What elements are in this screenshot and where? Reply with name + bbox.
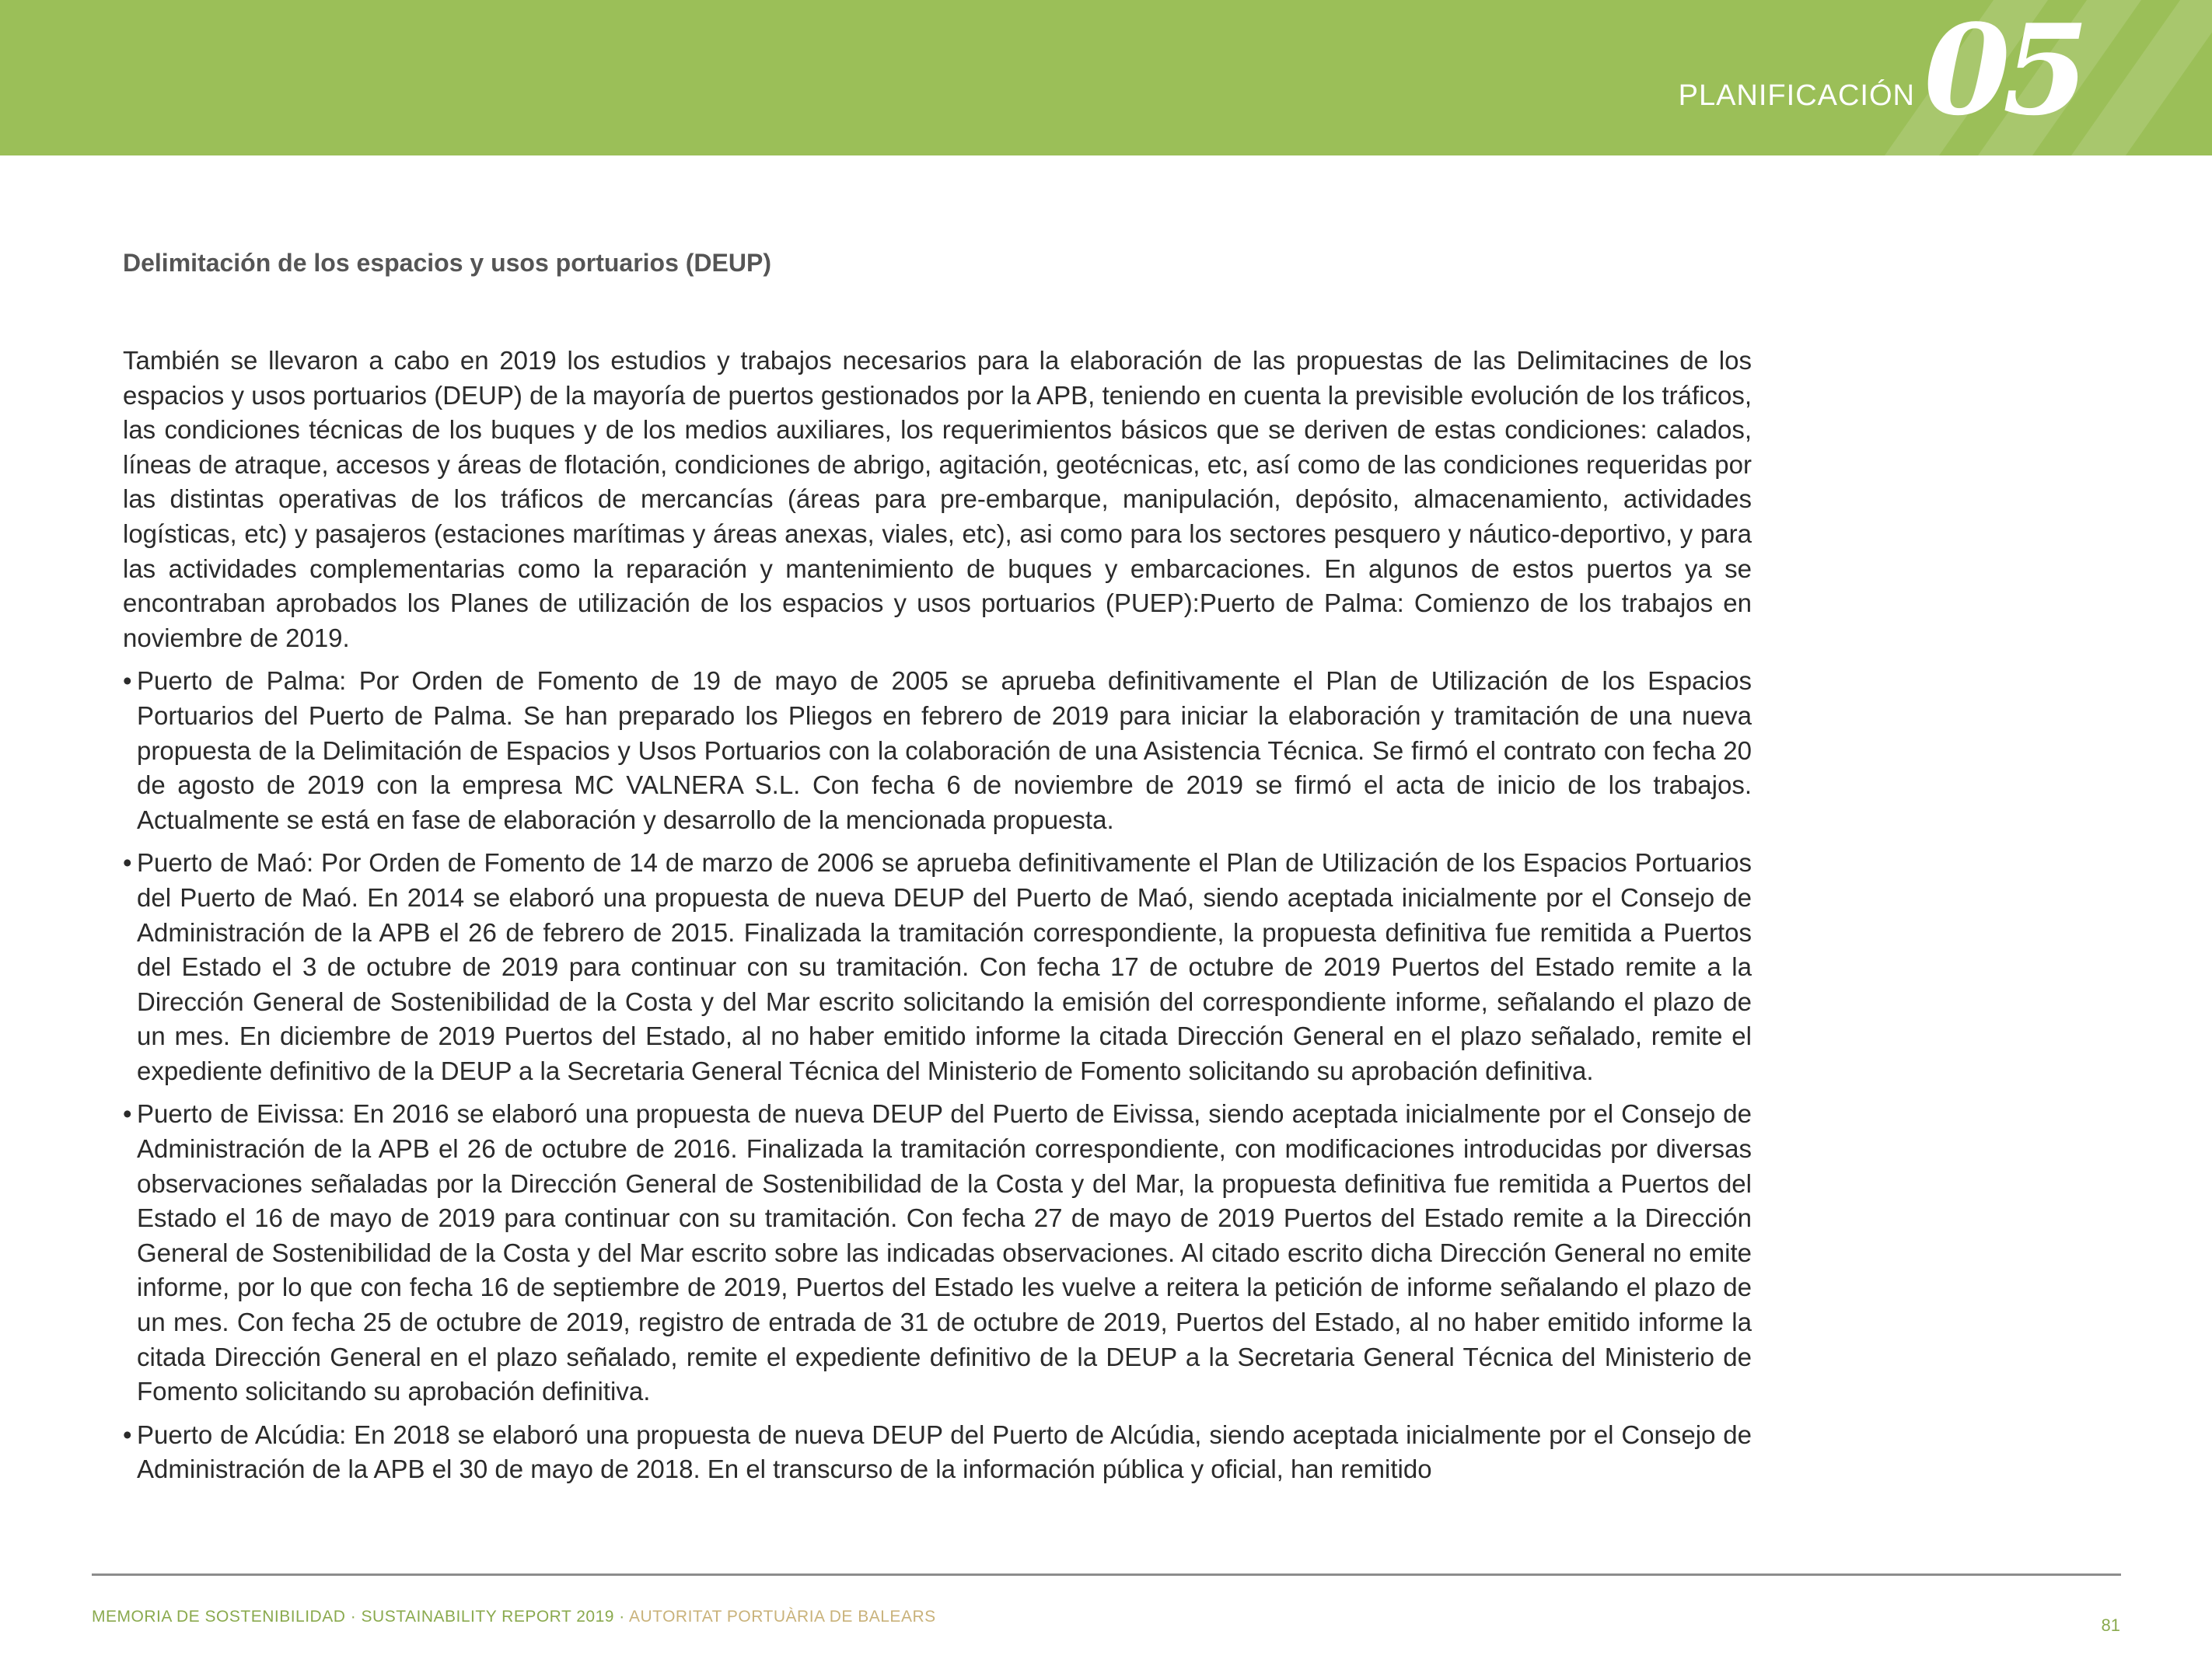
page-header-band bbox=[0, 0, 2212, 155]
bullet-item-palma bbox=[123, 664, 1752, 837]
bullet-mark: • bbox=[123, 848, 132, 878]
footer-organization: AUTORITAT PORTUÀRIA DE BALEARS bbox=[628, 1608, 936, 1626]
bullet-text: Puerto de Palma: Por Orden de Fomento de 19 de mayo de 2005 se aprueba definitivamente el Plan de Utilización de los Espacios Portuarios del Puerto de Palma. Se han preparado los Pliegos en febrero de 2019 para iniciar la elaboración y tramitación de una nueva propuesta de la Delimitación de Espacios y Usos Portuarios con la colaboración de una Asistencia Técnica. Se firmó el contrato con fecha 20 de agosto de 2019 con la empresa MC VALNERA S.L. Con fecha 6 de noviembre de 2019 se firmó el acta de inicio de los trabajos. Actualmente se está en fase de elaboración y desarrollo de la mencionada propuesta. bbox=[137, 666, 1752, 834]
bullet-item-alcudia bbox=[123, 1418, 1752, 1487]
bullet-text: Puerto de Maó: Por Orden de Fomento de 14 de marzo de 2006 se aprueba definitivamente el Plan de Utilización de los Espacios Portuarios del Puerto de Maó. En 2014 se elaboró una propuesta de nueva DEUP del Puerto de Maó, siendo aceptada inicialmente por el Consejo de Administración de la APB el 26 de febrero de 2015. Finalizada la tramitación correspondiente, la propuesta definitiva fue remitida a Puertos del Estado el 3 de octubre de 2019 para continuar con su tramitación. Con fecha 17 de octubre de 2019 Puertos del Estado remite a la Dirección General de Sostenibilidad de la Costa y del Mar escrito solicitando la emisión del correspondiente informe, señalando el plazo de un mes. En diciembre de 2019 Puertos del Estado, al no haber emitido informe la citada Dirección General en el plazo señalado, remite el expediente definitivo de la DEUP a la Secretaria General Técnica del Ministerio de Fomento solicitando su aprobación definitiva. bbox=[137, 848, 1752, 1085]
footer-divider bbox=[92, 1573, 2121, 1576]
bullet-item-eivissa bbox=[123, 1097, 1752, 1409]
intro-paragraph: También se llevaron a cabo en 2019 los estudios y trabajos necesarios para la elaboración de las propuestas de las Delimitacines de los espacios y usos portuarios (DEUP) de la mayoría de puertos gestionados por la APB, teniendo en cuenta la previsible evolución de los tráficos, las condiciones técnicas de los buques y de los medios auxiliares, los requerimientos básicos que se deriven de estas condiciones: calados, líneas de atraque, accesos y áreas de flotación, condiciones de abrigo, agitación, geotécnicas, etc, así como de las condiciones requeridas por las distintas operativas de los tráficos de mercancías (áreas para pre-embarque, manipulación, depósito, almacenamiento, actividades logísticas, etc) y pasajeros (estaciones marítimas y áreas anexas, viales, etc), asi como para los sectores pesquero y náutico-deportivo, y para las actividades complementarias como la reparación y mantenimiento de buques y embarcaciones. En algunos de estos puertos ya se encontraban aprobados los Planes de utilización de los espacios y usos portuarios (PUEP):Puerto de Palma: Comienzo de los trabajos en noviembre de 2019. bbox=[123, 346, 1752, 652]
section-label: PLANIFICACIÓN bbox=[1678, 79, 1915, 112]
bullet-text: Puerto de Eivissa: En 2016 se elaboró una propuesta de nueva DEUP del Puerto de Eivissa, siendo aceptada inicialmente por el Consejo de Administración de la APB el 26 de octubre de 2016. Finalizada la tramitación correspondiente, con modificaciones introducidas por diversas observaciones señaladas por la Dirección General de Sostenibilidad de la Costa y del Mar, la propuesta definitiva fue remitida a Puertos del Estado el 16 de mayo de 2019 para continuar con su tramitación. Con fecha 27 de mayo de 2019 Puertos del Estado remite a la Dirección General de Sostenibilidad de la Costa y del Mar escrito sobre las indicadas observaciones. Al citado escrito dicha Dirección General no emite informe, por lo que con fecha 16 de septiembre de 2019, Puertos del Estado les vuelve a reitera la petición de informe señalando el plazo de un mes. Con fecha 25 de octubre de 2019, registro de entrada de 31 de octubre de 2019, Puertos del Estado, al no haber emitido informe la citada Dirección General en el plazo señalado, remite el expediente definitivo de la DEUP a la Secretaria General Técnica del Ministerio de Fomento solicitando su aprobación definitiva. bbox=[137, 1099, 1752, 1406]
bullet-mark: • bbox=[123, 1099, 132, 1129]
section-heading: Delimitación de los espacios y usos portuarios (DEUP) bbox=[123, 249, 771, 277]
footer-report-name: MEMORIA DE SOSTENIBILIDAD · SUSTAINABILITY REPORT 2019 · bbox=[92, 1608, 629, 1626]
section-number: 05 bbox=[1924, 0, 2081, 143]
bullet-item-mao bbox=[123, 846, 1752, 1088]
bullet-mark: • bbox=[123, 1420, 132, 1449]
footer-report-title bbox=[92, 1608, 936, 1626]
page-number: 81 bbox=[2101, 1615, 2120, 1635]
bullet-mark: • bbox=[123, 666, 132, 696]
bullet-text: Puerto de Alcúdia: En 2018 se elaboró una propuesta de nueva DEUP del Puerto de Alcúdia, siendo aceptada inicialmente por el Consejo de Administración de la APB el 30 de mayo de 2018. En el transcurso de la información pública y oficial, han remitido bbox=[137, 1420, 1752, 1484]
main-content bbox=[123, 233, 1752, 1487]
